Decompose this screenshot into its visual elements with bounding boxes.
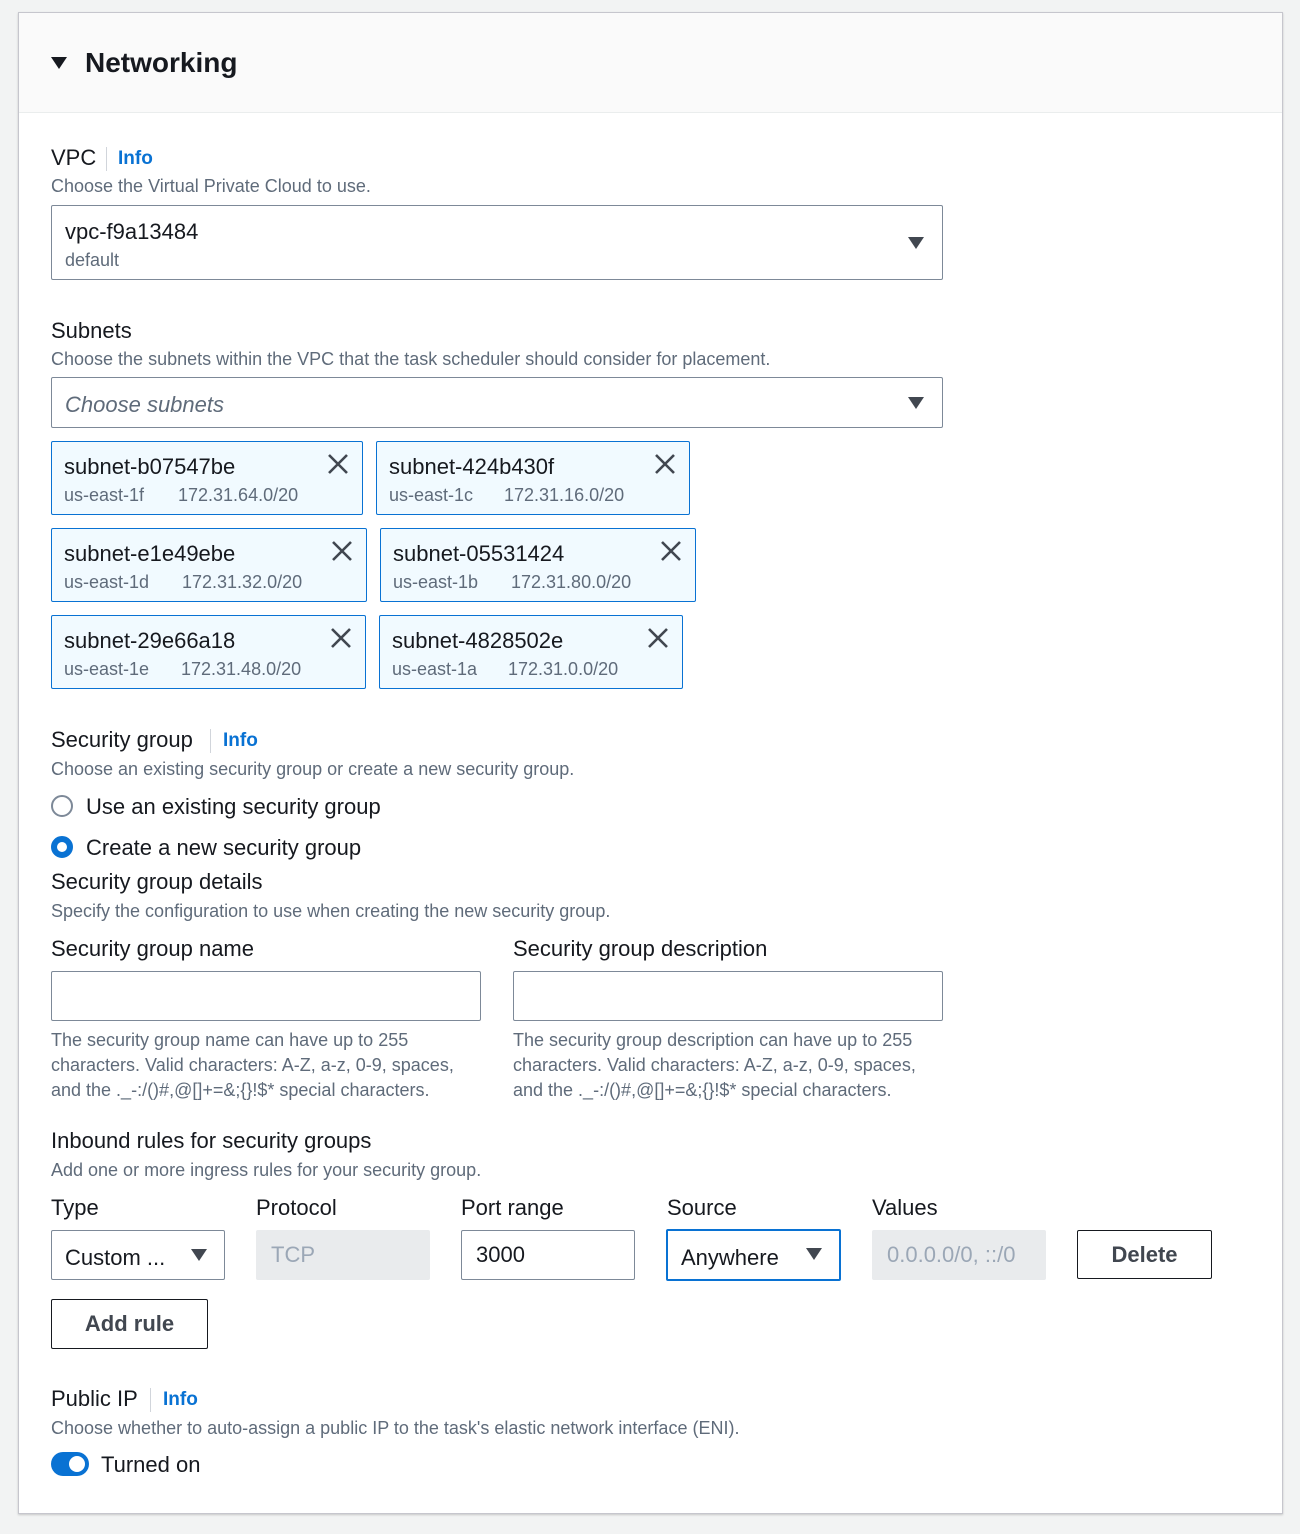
column-source: Source bbox=[667, 1195, 737, 1220]
subnet-id: subnet-e1e49ebe bbox=[64, 541, 236, 566]
caret-down-icon bbox=[191, 1249, 207, 1261]
rule-values-input bbox=[872, 1230, 1046, 1280]
subnet-az: us-east-1d bbox=[64, 572, 150, 592]
hint-line: characters. Valid characters: A-Z, a-z, 0-9, spaces, bbox=[51, 1055, 454, 1075]
close-icon[interactable] bbox=[653, 452, 677, 476]
subnet-id: subnet-424b430f bbox=[389, 454, 555, 479]
hint-line: and the ._-:/()#,@[]+=&;{}!$* special characters. bbox=[51, 1080, 430, 1100]
add-rule-button[interactable]: Add rule bbox=[51, 1299, 208, 1349]
radio-new-security-group[interactable] bbox=[51, 836, 73, 858]
inbound-rules-description: Add one or more ingress rules for your security group. bbox=[51, 1160, 482, 1180]
divider bbox=[210, 729, 211, 753]
subnet-cidr: 172.31.64.0/20 bbox=[178, 485, 299, 505]
subnets-description: Choose the subnets within the VPC that the task scheduler should consider for placement. bbox=[51, 349, 771, 369]
subnet-az: us-east-1f bbox=[64, 485, 145, 505]
column-port-range: Port range bbox=[461, 1195, 564, 1220]
public-ip-toggle-label[interactable]: Turned on bbox=[101, 1452, 201, 1477]
subnet-token bbox=[51, 441, 363, 515]
vpc-selected-id: vpc-f9a13484 bbox=[65, 219, 199, 244]
security-group-name-input[interactable] bbox=[51, 971, 481, 1021]
security-group-description-hint bbox=[513, 1028, 953, 1103]
column-protocol: Protocol bbox=[256, 1195, 337, 1220]
subnets-placeholder: Choose subnets bbox=[65, 392, 224, 417]
column-type: Type bbox=[51, 1195, 99, 1220]
subnet-token bbox=[51, 615, 366, 689]
subnet-cidr: 172.31.32.0/20 bbox=[182, 572, 303, 592]
subnet-token bbox=[51, 528, 367, 602]
subnet-az: us-east-1a bbox=[392, 659, 478, 679]
section-title: Networking bbox=[85, 46, 238, 78]
divider bbox=[150, 1388, 151, 1412]
security-group-info-link[interactable]: Info bbox=[223, 730, 258, 751]
radio-existing-security-group[interactable] bbox=[51, 795, 73, 817]
rule-port-range-input[interactable] bbox=[461, 1230, 635, 1280]
radio-new-label[interactable]: Create a new security group bbox=[86, 835, 362, 860]
subnet-az: us-east-1c bbox=[389, 485, 474, 505]
subnets-select[interactable] bbox=[51, 377, 943, 428]
divider bbox=[106, 147, 107, 171]
vpc-select[interactable] bbox=[51, 205, 943, 280]
subnet-id: subnet-b07547be bbox=[64, 454, 236, 479]
caret-down-icon[interactable] bbox=[51, 57, 67, 69]
subnet-cidr: 172.31.80.0/20 bbox=[511, 572, 632, 592]
close-icon[interactable] bbox=[646, 626, 670, 650]
subnet-az: us-east-1b bbox=[393, 572, 479, 592]
close-icon[interactable] bbox=[326, 452, 350, 476]
security-group-details-description: Specify the configuration to use when creating the new security group. bbox=[51, 901, 611, 921]
security-group-name-hint bbox=[51, 1028, 491, 1103]
hint-line: The security group description can have up to 255 bbox=[513, 1030, 913, 1050]
security-group-description-input[interactable] bbox=[513, 971, 943, 1021]
close-icon[interactable] bbox=[659, 539, 683, 563]
section-header[interactable] bbox=[19, 13, 1282, 113]
subnet-id: subnet-4828502e bbox=[392, 628, 564, 653]
rule-protocol-input bbox=[256, 1230, 430, 1280]
hint-line: characters. Valid characters: A-Z, a-z, 0-9, spaces, bbox=[513, 1055, 916, 1075]
public-ip-label: Public IP bbox=[51, 1386, 138, 1411]
security-group-name-label: Security group name bbox=[51, 936, 254, 961]
caret-down-icon bbox=[908, 237, 924, 249]
subnet-cidr: 172.31.48.0/20 bbox=[181, 659, 302, 679]
subnet-token bbox=[380, 528, 696, 602]
subnet-cidr: 172.31.0.0/20 bbox=[508, 659, 619, 679]
rule-type-select[interactable] bbox=[51, 1230, 225, 1280]
subnet-az: us-east-1e bbox=[64, 659, 150, 679]
caret-down-icon bbox=[908, 397, 924, 409]
security-group-label: Security group bbox=[51, 727, 193, 752]
delete-rule-button[interactable]: Delete bbox=[1077, 1230, 1212, 1279]
rule-source-value: Anywhere bbox=[681, 1245, 779, 1270]
security-group-details-title: Security group details bbox=[51, 869, 263, 894]
vpc-description: Choose the Virtual Private Cloud to use. bbox=[51, 176, 371, 196]
rule-source-select[interactable] bbox=[666, 1229, 841, 1281]
subnet-token bbox=[379, 615, 683, 689]
subnet-cidr: 172.31.16.0/20 bbox=[504, 485, 625, 505]
public-ip-toggle[interactable] bbox=[51, 1452, 89, 1476]
close-icon[interactable] bbox=[330, 539, 354, 563]
vpc-selected-name: default bbox=[65, 250, 120, 270]
public-ip-info-link[interactable]: Info bbox=[163, 1389, 198, 1410]
vpc-info-link[interactable]: Info bbox=[118, 148, 153, 169]
vpc-label: VPC bbox=[51, 145, 97, 170]
hint-line: The security group name can have up to 255 bbox=[51, 1030, 409, 1050]
toggle-knob bbox=[69, 1456, 85, 1472]
radio-existing-label[interactable]: Use an existing security group bbox=[86, 794, 381, 819]
inbound-rules-title: Inbound rules for security groups bbox=[51, 1128, 372, 1153]
hint-line: and the ._-:/()#,@[]+=&;{}!$* special characters. bbox=[513, 1080, 892, 1100]
rule-type-value: Custom ... bbox=[65, 1245, 166, 1270]
subnet-token bbox=[376, 441, 690, 515]
subnets-label: Subnets bbox=[51, 318, 132, 343]
close-icon[interactable] bbox=[329, 626, 353, 650]
caret-down-icon bbox=[806, 1248, 822, 1260]
subnet-id: subnet-05531424 bbox=[393, 541, 565, 566]
subnet-id: subnet-29e66a18 bbox=[64, 628, 236, 653]
security-group-description: Choose an existing security group or create a new security group. bbox=[51, 759, 575, 779]
public-ip-description: Choose whether to auto-assign a public IP to the task's elastic network interface (ENI). bbox=[51, 1418, 740, 1438]
security-group-description-label: Security group description bbox=[513, 936, 768, 961]
column-values: Values bbox=[872, 1195, 938, 1220]
